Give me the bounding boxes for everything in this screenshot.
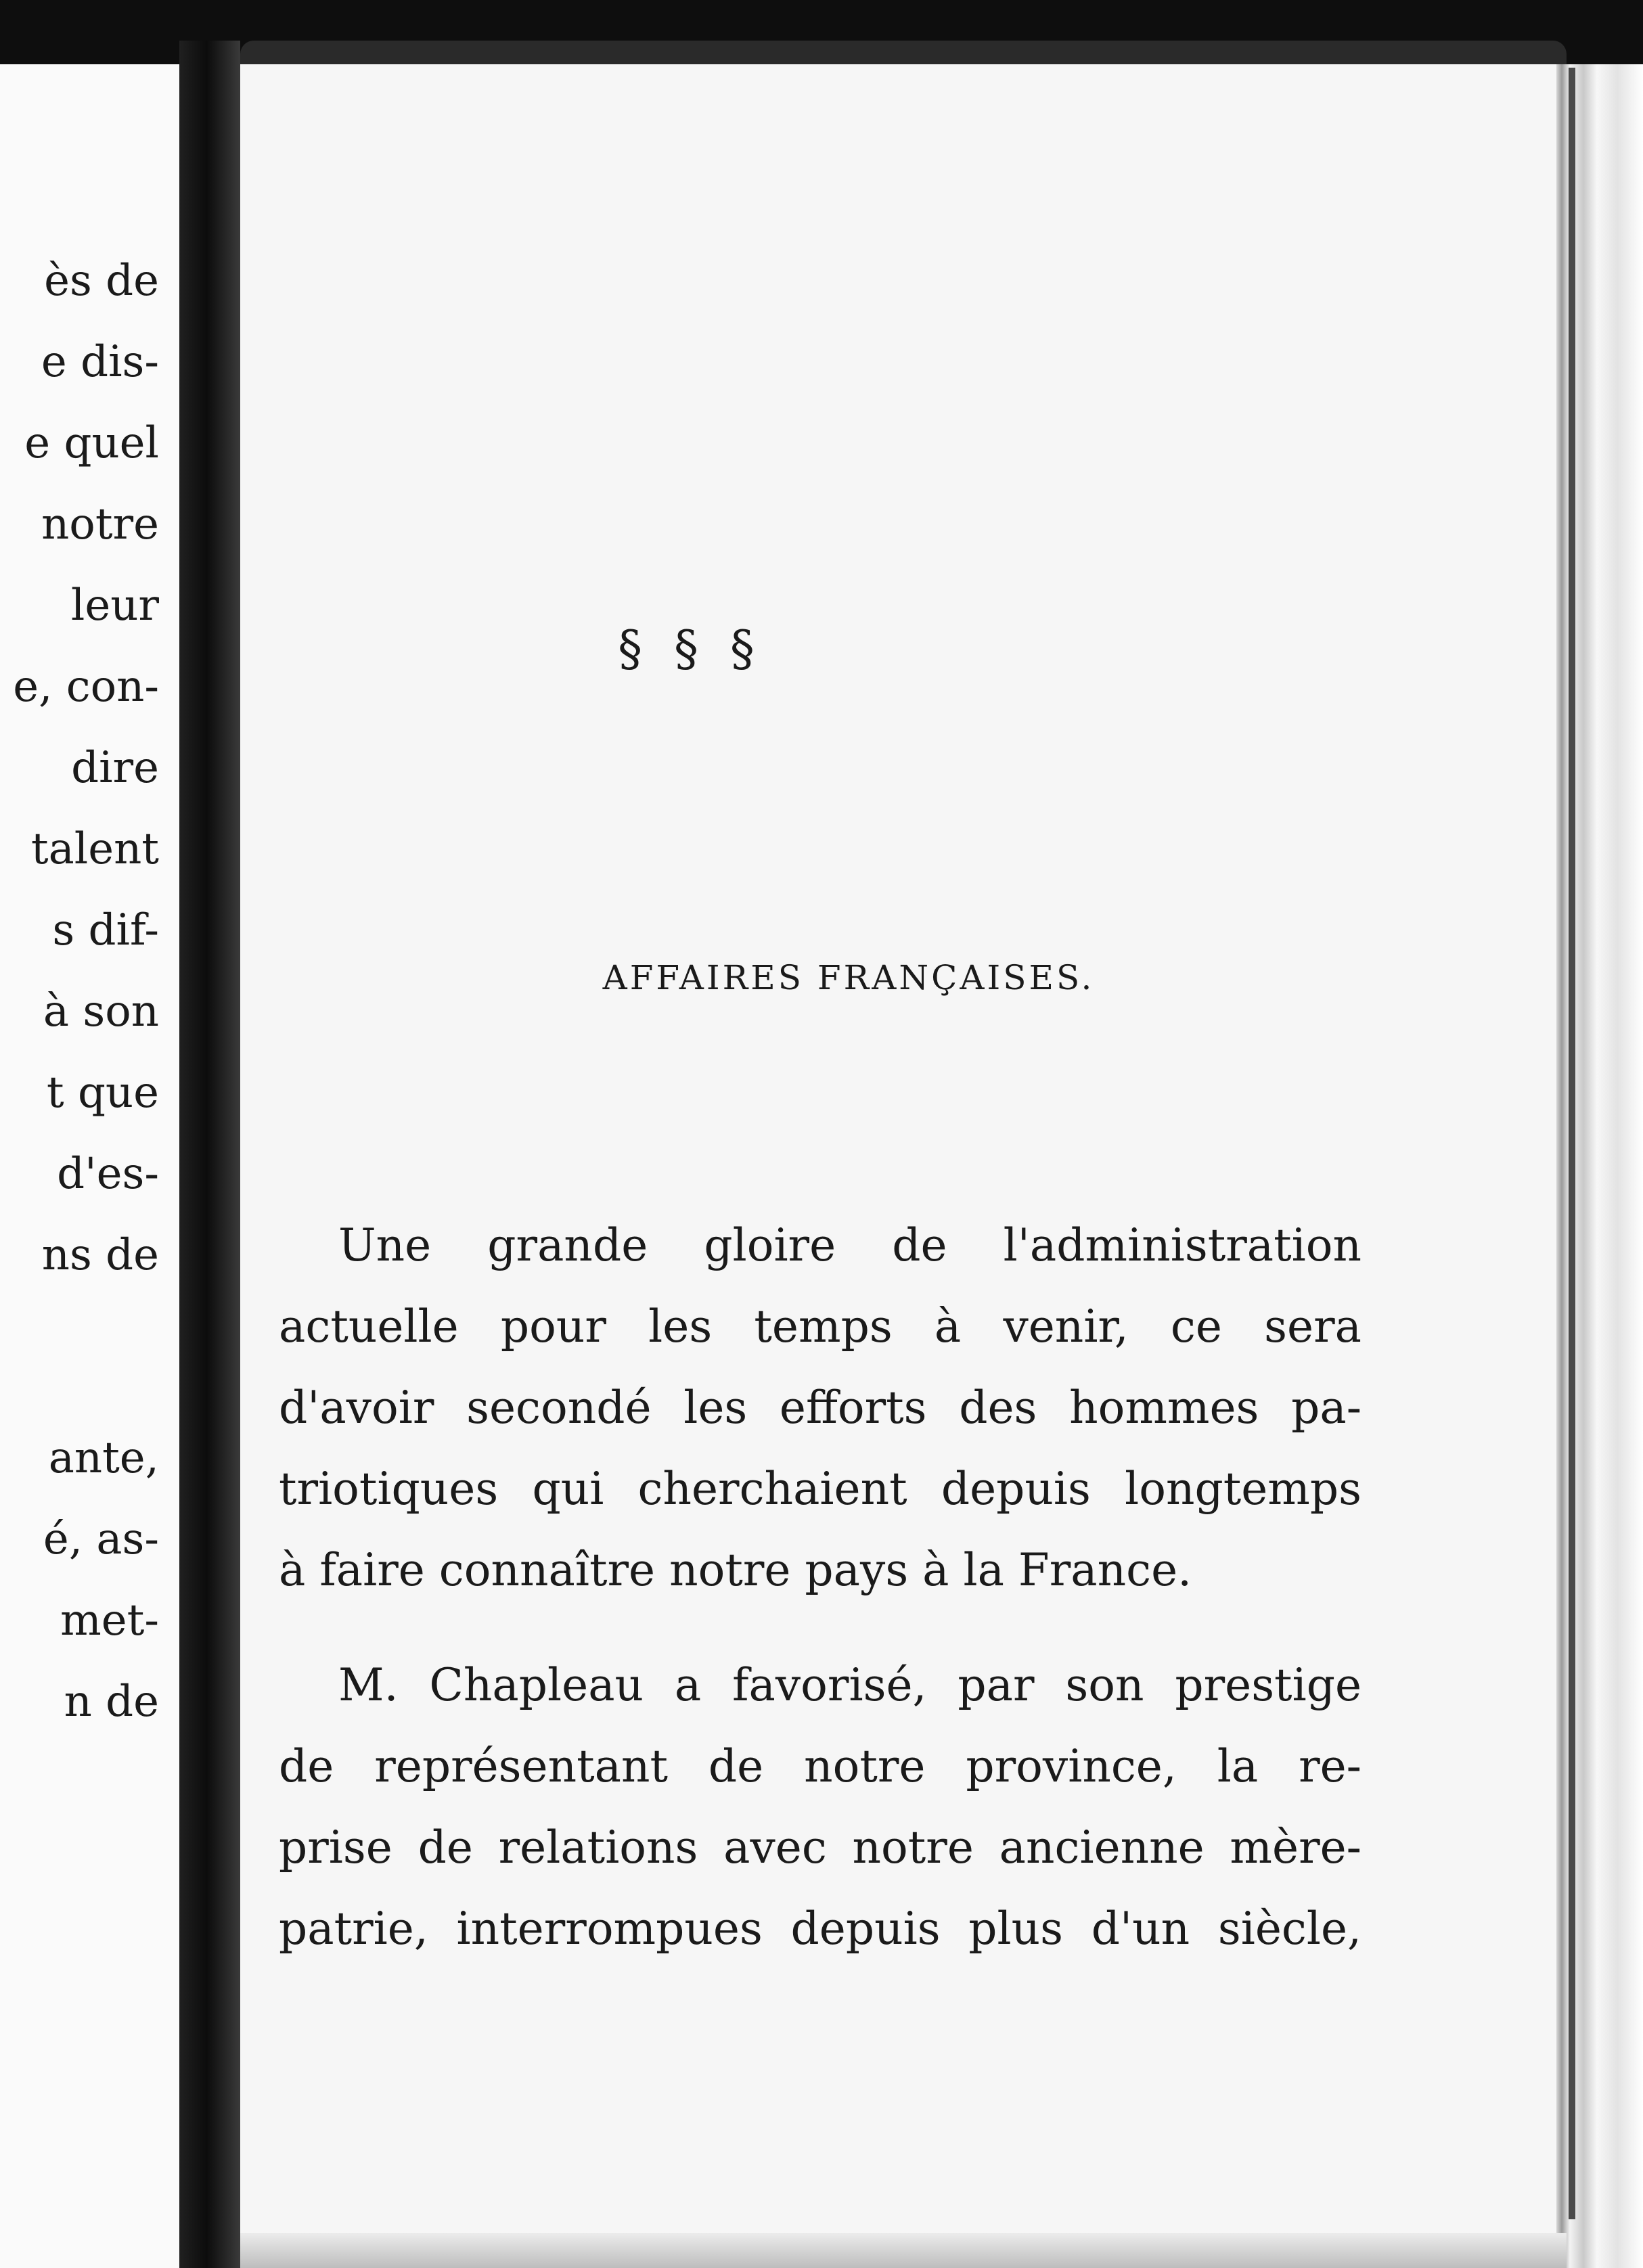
page-bottom-shadow [240, 2233, 1567, 2268]
left-page-line: leur [70, 581, 159, 631]
left-page-line: s dif- [52, 905, 159, 955]
paragraph-line: Une grande gloire de l'administration [338, 1219, 1361, 1271]
paragraph-line: actuelle pour les temps à venir, ce sera [279, 1300, 1361, 1353]
paragraph-line: à faire connaître notre pays à la France. [279, 1544, 1192, 1596]
left-page-line: e dis- [41, 337, 159, 387]
left-page-line: notre [41, 499, 159, 549]
left-page-line: e quel [24, 418, 159, 468]
left-page-line: talent [30, 824, 159, 874]
section-heading: AFFAIRES FRANÇAISES. [602, 958, 1095, 997]
paragraph-line: M. Chapleau a favorisé, par son prestige [338, 1659, 1361, 1711]
left-page-line: ante, [48, 1433, 159, 1483]
left-page-line: t que [46, 1068, 159, 1118]
book-spine-gutter [179, 41, 240, 2268]
section-marks: § § § [618, 620, 763, 677]
paragraph-line: de représentant de notre province, la re- [279, 1740, 1361, 1792]
left-page-line: met- [60, 1595, 159, 1646]
left-page-line: ès de [44, 256, 159, 306]
left-page-line: dire [71, 743, 159, 793]
page-edge-line [1569, 68, 1575, 2219]
left-page-line: n de [64, 1677, 159, 1727]
paragraph-line: patrie, interrompues depuis plus d'un siècle, [279, 1903, 1361, 1955]
paragraph-line: triotiques qui cherchaient depuis longtemps [279, 1463, 1361, 1515]
paragraph-line: prise de relations avec notre ancienne mère- [279, 1821, 1361, 1874]
left-page-line: é, as- [43, 1514, 159, 1564]
left-page-line: e, con- [13, 662, 159, 712]
left-page-line: à son [43, 986, 159, 1037]
left-page [0, 64, 179, 2268]
paragraph-line: d'avoir secondé les efforts des hommes pa- [279, 1382, 1361, 1434]
left-page-line: d'es- [57, 1149, 159, 1199]
left-page-line: ns de [41, 1230, 159, 1280]
